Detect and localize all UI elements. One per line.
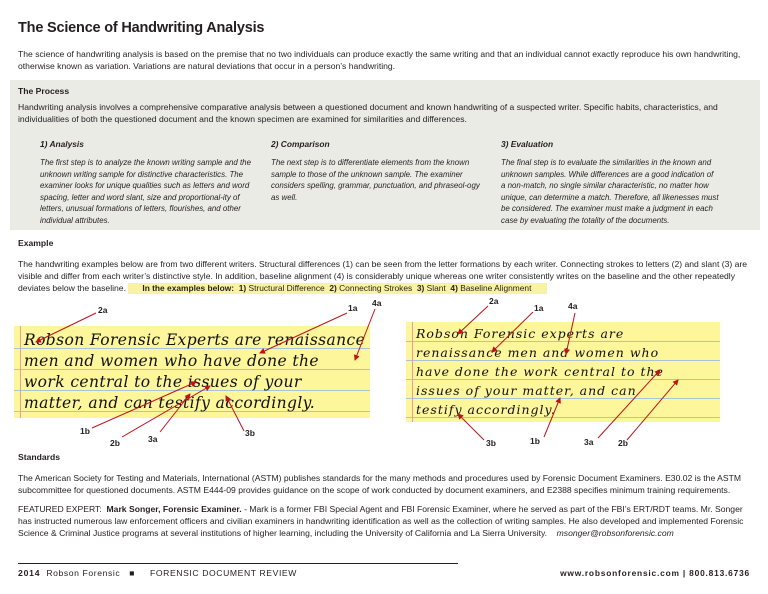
- label-2b: 2b: [110, 438, 120, 448]
- label-3b: 3b: [486, 438, 496, 448]
- label-3a: 3a: [584, 437, 594, 447]
- footer-contact[interactable]: www.robsonforensic.com | 800.813.6736: [560, 568, 750, 578]
- sample1-line: matter, and can testify accordingly.: [24, 394, 316, 412]
- legend-item: Structural Difference: [248, 283, 325, 294]
- expert-email-link[interactable]: msonger@robsonforensic.com: [556, 528, 674, 539]
- legend-highlight: [128, 283, 547, 294]
- step-analysis-text: The first step is to analyze the known writing sample and the unknown writing sample for distinctive characteristics. The examiner looks for unique qualities such as letters and word spacing, letter and word slant, size and proportional-ity of letters, unusual formations of letters, flourishes, and other individual attributes.: [40, 158, 251, 225]
- legend-item: Connecting Strokes: [339, 283, 413, 294]
- legend-item: Baseline Alignment: [460, 283, 532, 294]
- sample2-line: Robson Forensic experts are: [416, 326, 625, 341]
- example-heading: Example: [18, 238, 54, 248]
- legend-num: 2): [329, 283, 337, 294]
- sample2-line: issues of your matter, and can: [416, 383, 637, 398]
- legend-num: 1): [238, 283, 247, 294]
- standards-heading: Standards: [18, 452, 61, 462]
- handwriting-sample-1: [14, 326, 370, 418]
- footer-bullet: ■: [129, 568, 136, 578]
- example-paragraph: [18, 258, 753, 295]
- label-4a: 4a: [568, 301, 578, 311]
- label-1a: 1a: [534, 303, 544, 313]
- footer-divider: [18, 563, 458, 564]
- footer-section: FORENSIC DOCUMENT REVIEW: [150, 568, 297, 578]
- label-2b: 2b: [618, 438, 628, 448]
- featured-expert-paragraph: [18, 503, 753, 540]
- legend-lead: In the examples below:: [142, 283, 235, 294]
- sample1-line: men and women who have done the: [24, 352, 319, 370]
- step-evaluation-text: The final step is to evaluate the similarities in the known and unknown samples. While differences are a good indication of a non-match, no single similar characteristic, no matter how unique, can determine a match. Therefore, all likenesses must be considered. The examiner must make a judgment in each case by evaluating the totality of the documents.: [501, 158, 719, 225]
- handwriting-sample-2: [406, 322, 720, 422]
- legend-num: 4): [450, 283, 458, 294]
- step-comparison-text: The next step is to differentiate elements from the known sample to those of the unknown sample. The examiner considers spelling, grammar, punctuation, and phraseol-ogy as well.: [271, 158, 480, 202]
- intro-paragraph: The science of handwriting analysis is based on the premise that no two individuals can produce exactly the same writing and that an individual cannot exactly reproduce his own handwriting, otherwise known as variation. Variations are natural deviations that occur in a person’s handwriting.: [18, 49, 741, 72]
- expert-name: Mark Songer, Forensic Examiner.: [106, 504, 242, 514]
- label-3b: 3b: [245, 428, 255, 438]
- label-2a: 2a: [98, 305, 108, 315]
- expert-bio: - Mark is a former FBI Special Agent and FBI Forensic Examiner, where he served as part of the FBI’s ERT/RDT teams. Mr. Songer has instructed numerous law enforcement officers and civilian examiners in handwriting identification as well as the collection of writing samples. He also developed and implemented Forensic Science & Criminal Justice programs at several institutions of higher learning, including the University of California and La Sierra University.: [18, 504, 744, 539]
- page-title: The Science of Handwriting Analysis: [18, 20, 265, 36]
- sample2-line: testify accordingly.: [416, 402, 556, 417]
- sample2-line: have done the work central to the: [416, 364, 664, 379]
- label-4a: 4a: [372, 298, 382, 308]
- legend-num: 3): [416, 283, 425, 294]
- footer-year: 2014: [18, 568, 41, 578]
- label-1b: 1b: [530, 436, 540, 446]
- footer-left: [18, 568, 297, 578]
- label-1a: 1a: [348, 303, 358, 313]
- footer-company: Robson Forensic: [46, 568, 121, 578]
- step-comparison-heading: 2) Comparison: [271, 139, 330, 149]
- label-1b: 1b: [80, 426, 90, 436]
- standards-paragraph: The American Society for Testing and Materials, International (ASTM) publishes standards for the many methods and procedures used by Forensic Document Examiners. E30.02 is the ASTM subcommittee for questioned documents. ASTM E444-09 provides guidance on the scope of work conducted by document examiners, and E2388 specifies minimum training requirements.: [18, 473, 742, 496]
- expert-lead: FEATURED EXPERT:: [18, 504, 102, 514]
- sample1-line: work central to the issues of your: [24, 373, 302, 391]
- process-heading: The Process: [18, 86, 70, 96]
- legend-item: Slant: [426, 283, 446, 294]
- sample2-line: renaissance men and women who: [416, 345, 660, 360]
- process-paragraph: Handwriting analysis involves a comprehensive comparative analysis between a questioned document and known handwriting of a suspected writer. Specific habits, characteristics, and individualities of both the questioned document and the known specimen are examined for similarities and differences.: [18, 102, 718, 125]
- label-3a: 3a: [148, 434, 158, 444]
- example-text: The handwriting examples below are from two different writers. Structural differences (1) can be seen from the letter formations by each writer. Connecting strokes to letters (2) and slant (3) are visible and differ from each writer’s distinctive style. In addition, baseline alignment (4) is considerably unique whereas one writer consistently writes on the baseline and the other repeatedly deviates below the baseline.: [18, 259, 748, 294]
- label-2a: 2a: [489, 296, 499, 306]
- step-evaluation-heading: 3) Evaluation: [501, 139, 554, 149]
- sample1-line: Robson Forensic Experts are renaissance: [24, 331, 366, 349]
- step-analysis-heading: 1) Analysis: [40, 139, 84, 149]
